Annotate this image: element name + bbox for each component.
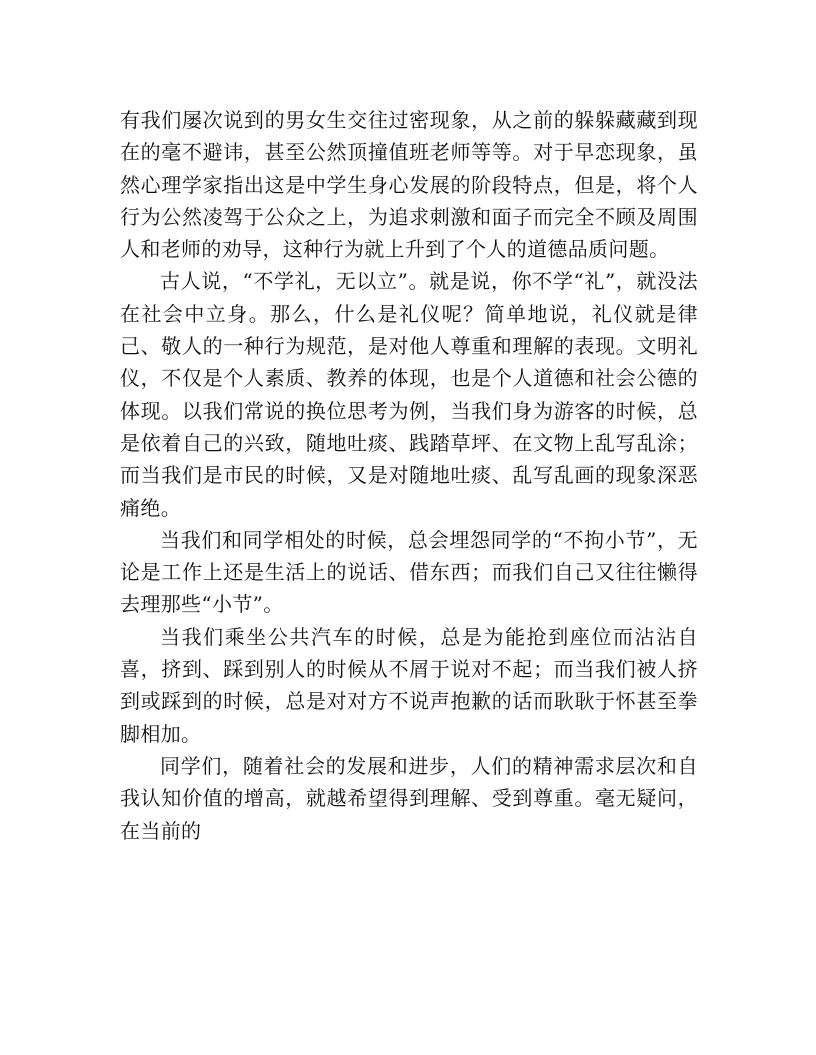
document-body <box>120 104 698 847</box>
paragraph-1: 有我们屡次说到的男女生交往过密现象，从之前的躲躲藏藏到现在的毫不避讳，甚至公然顶撞值班老师等等。对于早恋现象，虽然心理学家指出这是中学生身心发展的阶段特点，但是，将个人行为公然凌驾于公众之上，为追求刺激和面子而完全不顾及周围人和老师的劝导，这种行为就上升到了个人的道德品质问题。 <box>120 108 698 262</box>
paragraph-4: 当我们乘坐公共汽车的时候，总是为能抢到座位而沾沾自喜，挤到、踩到别人的时候从不屑于说对不起；而当我们被人挤到或踩到的时候，总是对对方不说声抱歉的话而耿耿于怀甚至拳脚相加。 <box>120 624 698 746</box>
paragraph-3: 当我们和同学相处的时候，总会埋怨同学的“不拘小节”，无论是工作上还是生活上的说话、借东西；而我们自己又往往懒得去理那些“小节”。 <box>120 527 698 617</box>
paragraph-2: 古人说，“不学礼，无以立”。就是说，你不学“礼”，就没法在社会中立身。那么，什么是礼仪呢？简单地说，礼仪就是律己、敬人的一种行为规范，是对他人尊重和理解的表现。文明礼仪，不仅是个人素质、教养的体现，也是个人道德和社会公德的体现。以我们常说的换位思考为例，当我们身为游客的时候，总是依着自己的兴致，随地吐痰、践踏草坪、在文物上乱写乱涂；而当我们是市民的时候，又是对随地吐痰、乱写乱画的现象深恶痛绝。 <box>120 269 698 520</box>
paragraph-5: 同学们，随着社会的发展和进步，人们的精神需求层次和自我认知价值的增高，就越希望得到理解、受到尊重。毫无疑问，在当前的 <box>120 753 698 843</box>
